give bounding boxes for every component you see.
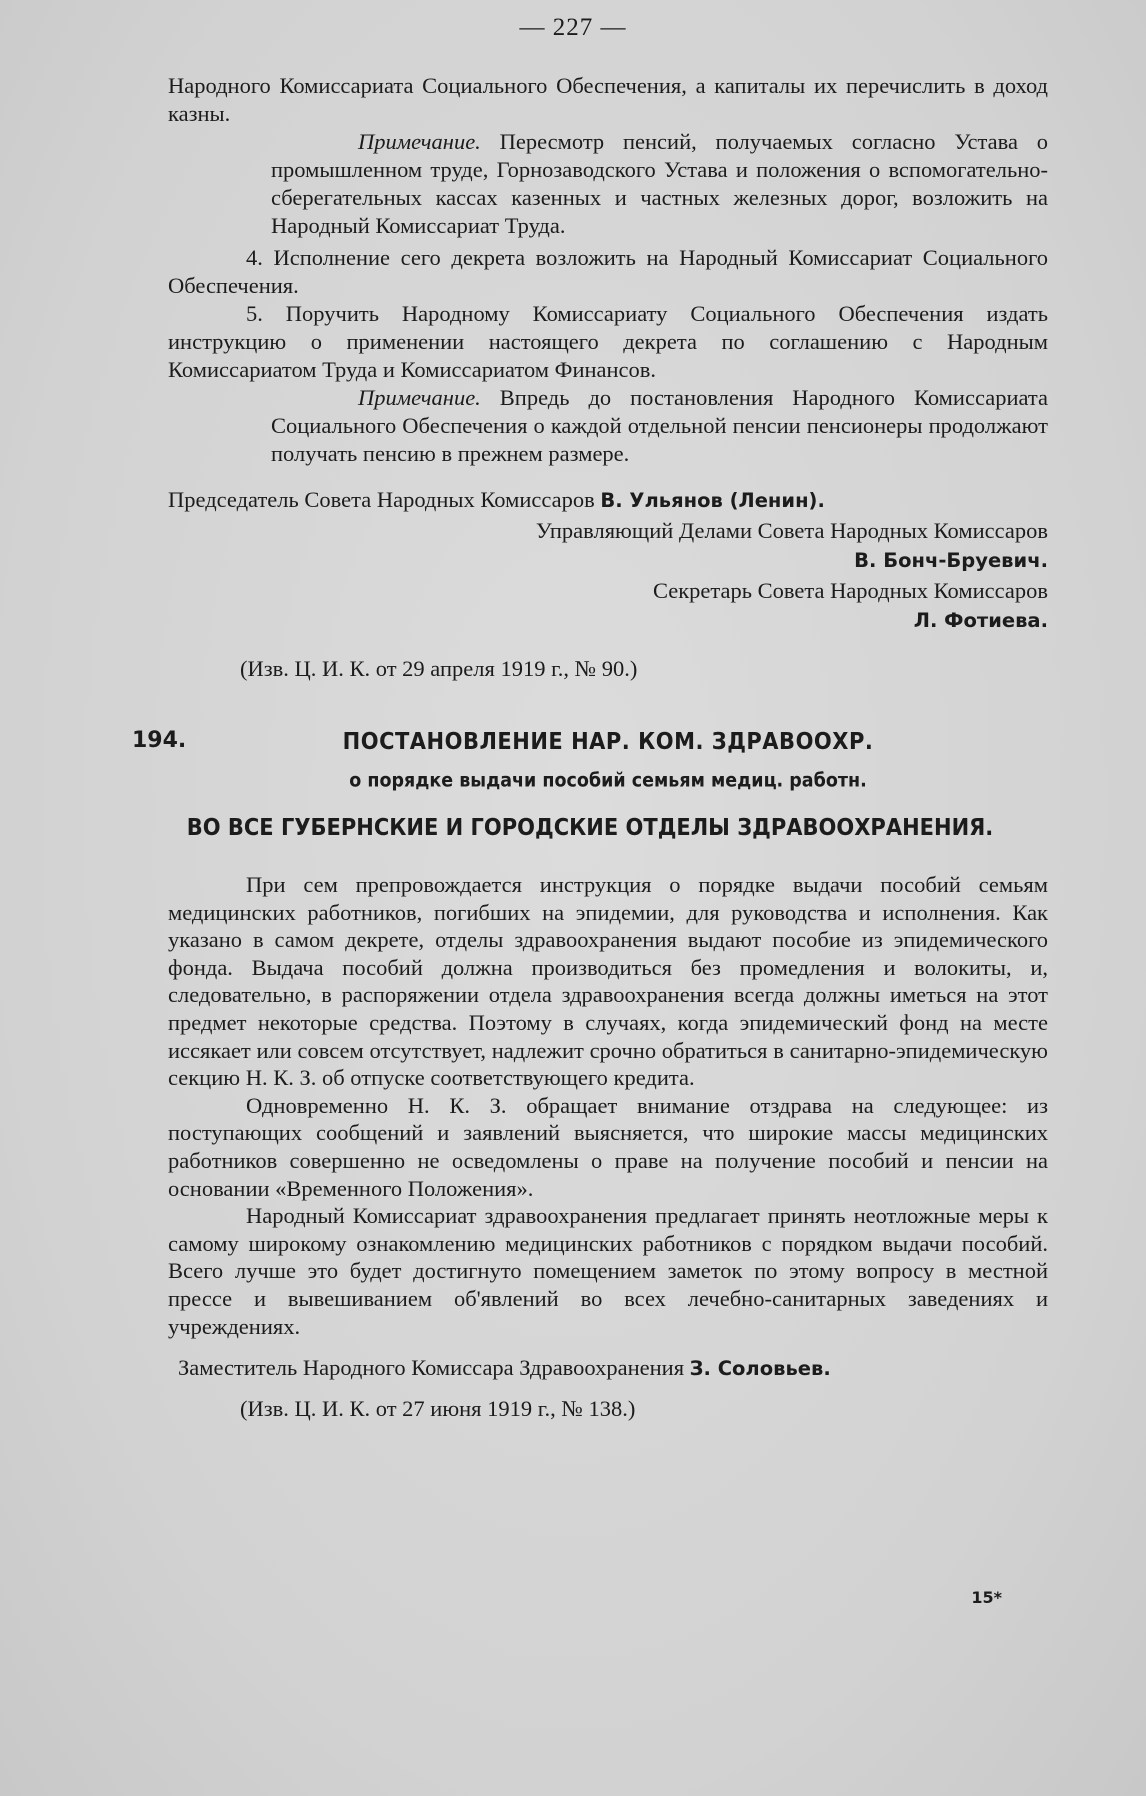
citation-2: (Изв. Ц. И. К. от 27 июня 1919 г., № 138.) (240, 1396, 636, 1422)
deputy-title: Заместитель Народного Комиссара Здравоохранения (178, 1355, 685, 1381)
note-1-text: Пересмотр пенсий, получаемых согласно Устава о промышленном труде, Горнозаводского Устава и положения о вспомогательно-сберегательных кассах казенных и частных железных дорог, возложить на Народный Комиссариат Труда. (271, 129, 1048, 238)
sheet-mark: 15* (971, 1588, 1002, 1607)
deputy-signature (168, 1354, 1048, 1383)
paragraph-continuation: Народного Комиссариата Социального Обеспечения, а капиталы их перечислить в доход казны. (168, 73, 1048, 126)
section-subtitle: о порядке выдачи пособий семьям медиц. работн. (349, 769, 867, 793)
section-body (168, 871, 1048, 1340)
note-2 (271, 384, 1048, 468)
page-number: — 227 — (519, 14, 627, 41)
body-paragraph-3: Народный Комиссариат здравоохранения предлагает принять неотложные меры к самому широкому ознакомлению медицинских работников с порядком выдачи пособий. Всего лучше это будет достигнуто помещением заметок по этому вопросу в местной прессе и вывешиванием об'явлений во всех лечебно-санитарных заведениях и учреждениях. (168, 1203, 1048, 1339)
signatures-block (168, 486, 1048, 635)
note-2-label: Примечание. (358, 385, 481, 410)
secretary-title: Секретарь Совета Народных Комиссаров (652, 578, 1048, 603)
deputy-name: З. Соловьев. (689, 1357, 831, 1381)
secretary-name: Л. Фотиева. (913, 609, 1048, 632)
text-column (132, 72, 1048, 1423)
section-heading (132, 727, 1048, 841)
manager-title: Управляющий Делами Совета Народных Комиссаров (535, 518, 1048, 543)
note-2-text: Впредь до постановления Народного Комиссариата Социального Обеспечения о каждой отдельной пенсии пенсионеры продолжают получать пенсию в прежнем размере. (271, 385, 1048, 466)
note-1 (271, 128, 1048, 240)
body-paragraph-1: При сем препровождается инструкция о порядке выдачи пособий семьям медицинских работников, погибших на эпидемии, для руководства и исполнения. Как указано в самом декрете, отделы здравоохранения выдают пособие из эпидемического фонда. Выдача пособий должна производиться без промедления и волокиты, и, следовательно, в распоряжении отдела здравоохранения всегда должны иметься на этот предмет некоторые средства. Поэтому в случаях, когда эпидемический фонд на месте иссякает или совсем отсутствует, надлежит срочно обратиться в санитарно-эпидемическую секцию Н. К. З. об отпуске соответствующего кредита. (168, 872, 1048, 1091)
section-address: ВО ВСЕ ГУБЕРНСКИЕ И ГОРОДСКИЕ ОТДЕЛЫ ЗДРАВООХРАНЕНИЯ. (186, 813, 994, 841)
chair-title: Председатель Совета Народных Комиссаров (168, 487, 595, 512)
note-1-label: Примечание. (358, 129, 481, 154)
manager-name: В. Бонч-Бруевич. (854, 549, 1048, 572)
signature-chair (168, 486, 1048, 515)
body-paragraph-2: Одновременно Н. К. З. обращает внимание отздрава на следующее: из поступающих сообщений и заявлений выясняется, что широкие массы медицинских работников совершенно не осведомлены о праве на получение пособий и пенсии на основании «Временного Положения». (168, 1092, 1048, 1201)
paragraph-4: 4. Исполнение сего декрета возложить на Народный Комиссариат Социального Обеспечения. (168, 245, 1048, 298)
section-number: 194. (132, 728, 187, 753)
chair-name: В. Ульянов (Ленин). (600, 489, 825, 512)
section-title: ПОСТАНОВЛЕНИЕ НАР. КОМ. ЗДРАВООХР. (342, 727, 874, 755)
paragraph-5: 5. Поручить Народному Комиссариату Социального Обеспечения издать инструкцию о применении настоящего декрета по соглашению с Народным Комиссариатом Труда и Комиссариатом Финансов. (168, 301, 1048, 382)
citation-1: (Изв. Ц. И. К. от 29 апреля 1919 г., № 90.) (240, 656, 638, 681)
